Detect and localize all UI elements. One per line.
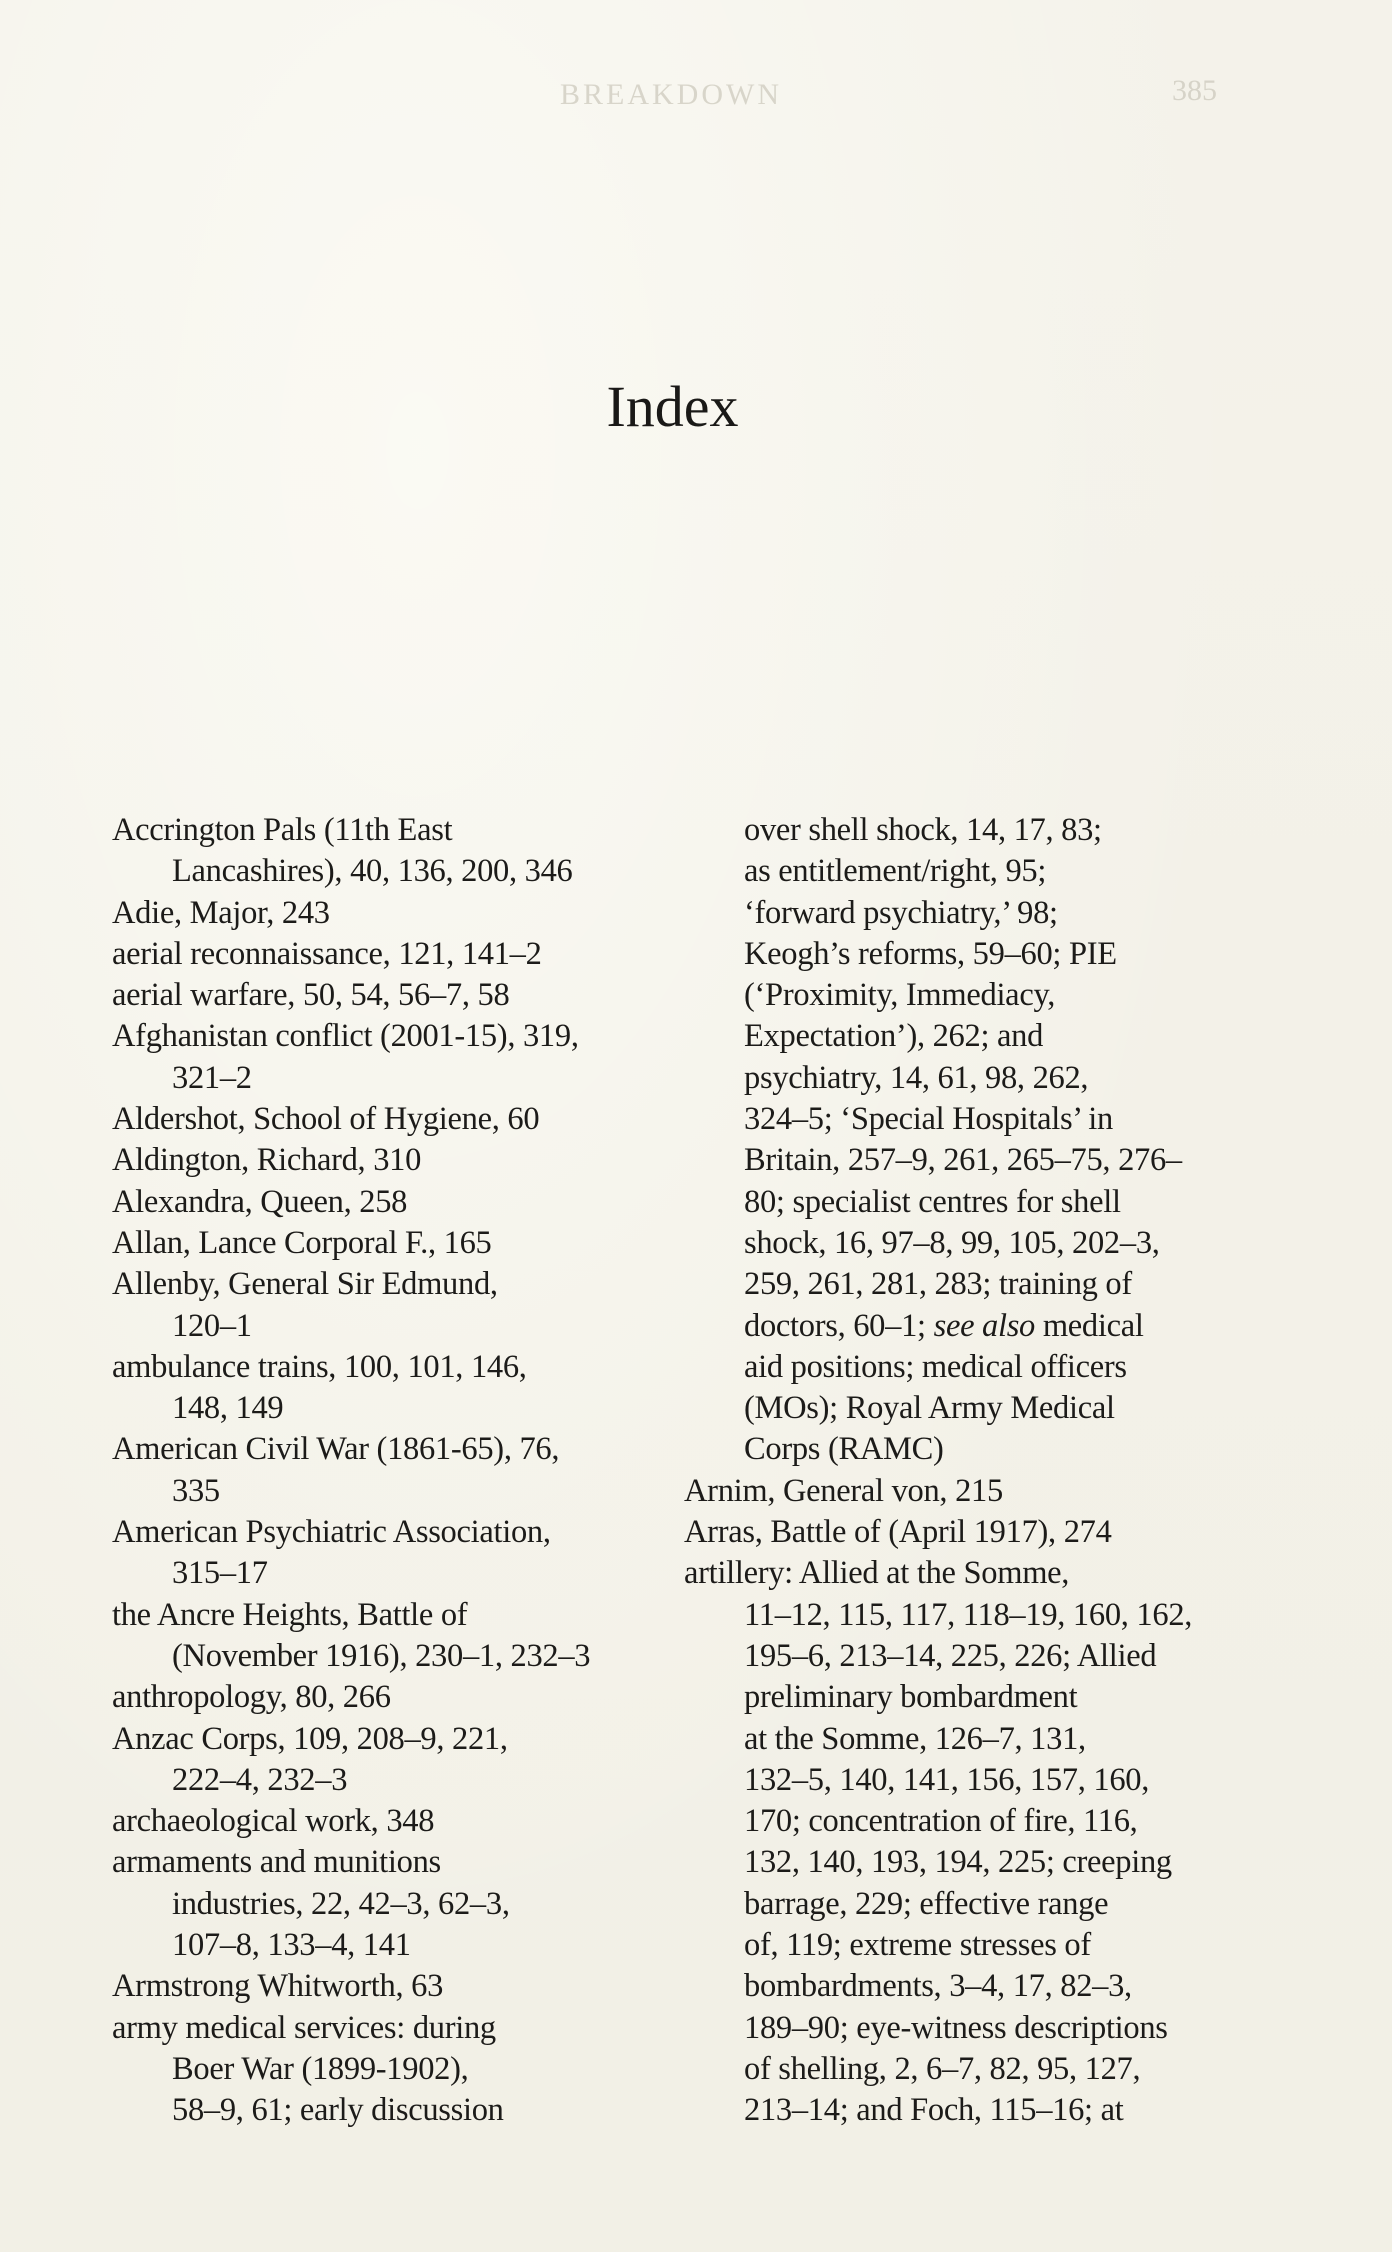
index-line [112,1306,672,1347]
index-line-text: over shell shock, 14, 17, 83; [744,812,1102,848]
index-line [684,975,1244,1016]
index-line-text: 11–12, 115, 117, 118–19, 160, 162, [744,1596,1193,1633]
page-number: 385 [1172,74,1217,107]
index-line [684,1966,1244,2007]
index-line-text: aid positions; medical officers [744,1348,1127,1385]
index-line [684,1925,1244,1966]
index-line [684,934,1244,975]
index-line [684,1347,1244,1388]
index-column-left [112,810,672,2132]
index-line [112,2049,672,2090]
index-line [684,1553,1244,1594]
index-line [112,1512,672,1553]
index-line-text: Allenby, General Sir Edmund, [112,1266,498,1303]
index-line [684,2090,1244,2131]
index-line [684,2008,1244,2049]
page-title: Index [606,374,739,439]
index-line [684,1884,1244,1925]
index-line [112,1801,672,1842]
index-line [684,1842,1244,1883]
index-line [684,1140,1244,1181]
index-line-text: Adie, Major, 243 [112,894,330,931]
index-line-text: 315–17 [172,1555,268,1592]
index-line [112,1677,672,1718]
index-line [684,2049,1244,2090]
index-line-text: 58–9, 61; early discussion [172,2092,504,2129]
index-line-text: at the Somme, 126–7, 131, [744,1720,1086,1757]
index-line-text: (‘Proximity, Immediacy, [744,977,1056,1014]
index-line [684,1512,1244,1553]
index-line-text: Boer War (1899-1902), [172,2050,469,2087]
index-line-text: ambulance trains, 100, 101, 146, [112,1348,527,1385]
index-line-text: of, 119; extreme stresses of [744,1927,1091,1964]
index-line [112,893,672,934]
index-line-text: shock, 16, 97–8, 99, 105, 202–3, [744,1224,1160,1261]
index-line [684,1636,1244,1677]
index-line-text: barrage, 229; effective range [744,1885,1109,1922]
index-line-text: Accrington Pals (11th East [112,812,453,848]
index-line [684,1429,1244,1470]
index-line-text: (MOs); Royal Army Medical [744,1390,1115,1427]
index-line-text: 120–1 [172,1307,252,1344]
index-line-text: American Civil War (1861-65), 76, [112,1431,560,1468]
index-line-text: psychiatry, 14, 61, 98, 262, [744,1059,1089,1096]
index-line [112,1595,672,1636]
index-line-text: 80; specialist centres for shell [744,1183,1121,1220]
index-line-text: 170; concentration of fire, 116, [744,1803,1138,1840]
index-line-text: Expectation’), 262; and [744,1018,1044,1055]
index-line [112,810,672,851]
index-line [112,1388,672,1429]
index-line-text: anthropology, 80, 266 [112,1679,391,1716]
index-line-text: Alexandra, Queen, 258 [112,1183,408,1220]
index-line-text: 222–4, 232–3 [172,1761,348,1798]
index-line-text: Aldington, Richard, 310 [112,1142,422,1179]
index-line-text: 148, 149 [172,1390,284,1427]
index-line-text: Corps (RAMC) [744,1431,944,1468]
index-line [112,934,672,975]
index-line-text: bombardments, 3–4, 17, 82–3, [744,1968,1132,2005]
index-line-text: (November 1916), 230–1, 232–3 [172,1637,591,1674]
index-line [112,1099,672,1140]
index-line-text: industries, 22, 42–3, 62–3, [172,1885,510,1922]
index-line [684,1182,1244,1223]
index-line-text: 213–14; and Foch, 115–16; at [744,2092,1124,2129]
index-line-text: preliminary bombardment [744,1679,1078,1716]
index-line [684,1264,1244,1305]
index-line-text: 189–90; eye-witness descriptions [744,2009,1168,2046]
index-line [112,1347,672,1388]
index-line-text: Arras, Battle of (April 1917), 274 [684,1514,1112,1551]
index-line-text: 321–2 [172,1059,252,1096]
index-line [112,1058,672,1099]
index-line-text: of shelling, 2, 6–7, 82, 95, 127, [744,2050,1141,2087]
index-line-text: 107–8, 133–4, 141 [172,1927,411,1964]
index-line [112,1760,672,1801]
index-line-text: Arnim, General von, 215 [684,1472,1003,1509]
index-line [684,1760,1244,1801]
index-line-text: doctors, 60–1; [744,1307,934,1344]
index-line [112,2008,672,2049]
index-line [112,1016,672,1057]
index-line [112,1553,672,1594]
index-line-text: Allan, Lance Corporal F., 165 [112,1224,492,1261]
index-line [112,1471,672,1512]
index-line-text: Britain, 257–9, 261, 265–75, 276– [744,1142,1182,1179]
index-line-text: 324–5; ‘Special Hospitals’ in [744,1101,1113,1138]
index-line [684,1595,1244,1636]
index-line [112,975,672,1016]
index-line [684,893,1244,934]
index-line [112,2090,672,2131]
index-line [684,1719,1244,1760]
index-line-text: 132–5, 140, 141, 156, 157, 160, [744,1761,1150,1798]
index-line [112,1182,672,1223]
index-line [112,1636,672,1677]
index-line [684,851,1244,892]
index-line [112,1884,672,1925]
index-line-text: Anzac Corps, 109, 208–9, 221, [112,1720,508,1757]
index-line [684,1471,1244,1512]
index-line [112,851,672,892]
index-line-text: armaments and munitions [112,1844,441,1881]
index-line-text: Afghanistan conflict (2001-15), 319, [112,1018,579,1055]
index-line-text: Keogh’s reforms, 59–60; PIE [744,935,1117,972]
index-line [112,1223,672,1264]
index-line-text: aerial reconnaissance, 121, 141–2 [112,935,542,972]
index-line-text: 195–6, 213–14, 225, 226; Allied [744,1637,1157,1674]
index-line-text: aerial warfare, 50, 54, 56–7, 58 [112,977,510,1014]
index-line [684,1801,1244,1842]
index-line-text: Lancashires), 40, 136, 200, 346 [172,853,573,890]
index-line-text: the Ancre Heights, Battle of [112,1596,468,1633]
index-line-text: 259, 261, 281, 283; training of [744,1266,1132,1303]
index-line-text: American Psychiatric Association, [112,1514,551,1551]
index-line [112,1842,672,1883]
index-line-text: as entitlement/right, 95; [744,853,1047,890]
index-line-text: Armstrong Whitworth, 63 [112,1968,444,2005]
index-line [112,1925,672,1966]
index-line [684,1306,1244,1347]
running-title: BREAKDOWN [560,78,782,111]
index-line [684,1099,1244,1140]
index-line [112,1264,672,1305]
index-line [684,1223,1244,1264]
cross-reference-marker: see also [933,1307,1035,1344]
index-line [112,1966,672,2007]
index-line-text: army medical services: during [112,2009,496,2046]
index-line-text: artillery: Allied at the Somme, [684,1555,1070,1592]
index-line [684,1677,1244,1718]
index-column-right [684,810,1244,2132]
index-line [112,1719,672,1760]
index-line [684,1016,1244,1057]
index-line [684,810,1244,851]
index-line-text: ‘forward psychiatry,’ 98; [744,894,1058,931]
index-line [684,1058,1244,1099]
index-line-text: archaeological work, 348 [112,1803,435,1840]
index-line-text: 335 [172,1472,220,1509]
index-line [684,1388,1244,1429]
index-line-text-after: medical [1035,1307,1144,1344]
index-line [112,1429,672,1470]
index-line-text: Aldershot, School of Hygiene, 60 [112,1101,540,1138]
index-line-text: 132, 140, 193, 194, 225; creeping [744,1844,1172,1881]
index-line [112,1140,672,1181]
